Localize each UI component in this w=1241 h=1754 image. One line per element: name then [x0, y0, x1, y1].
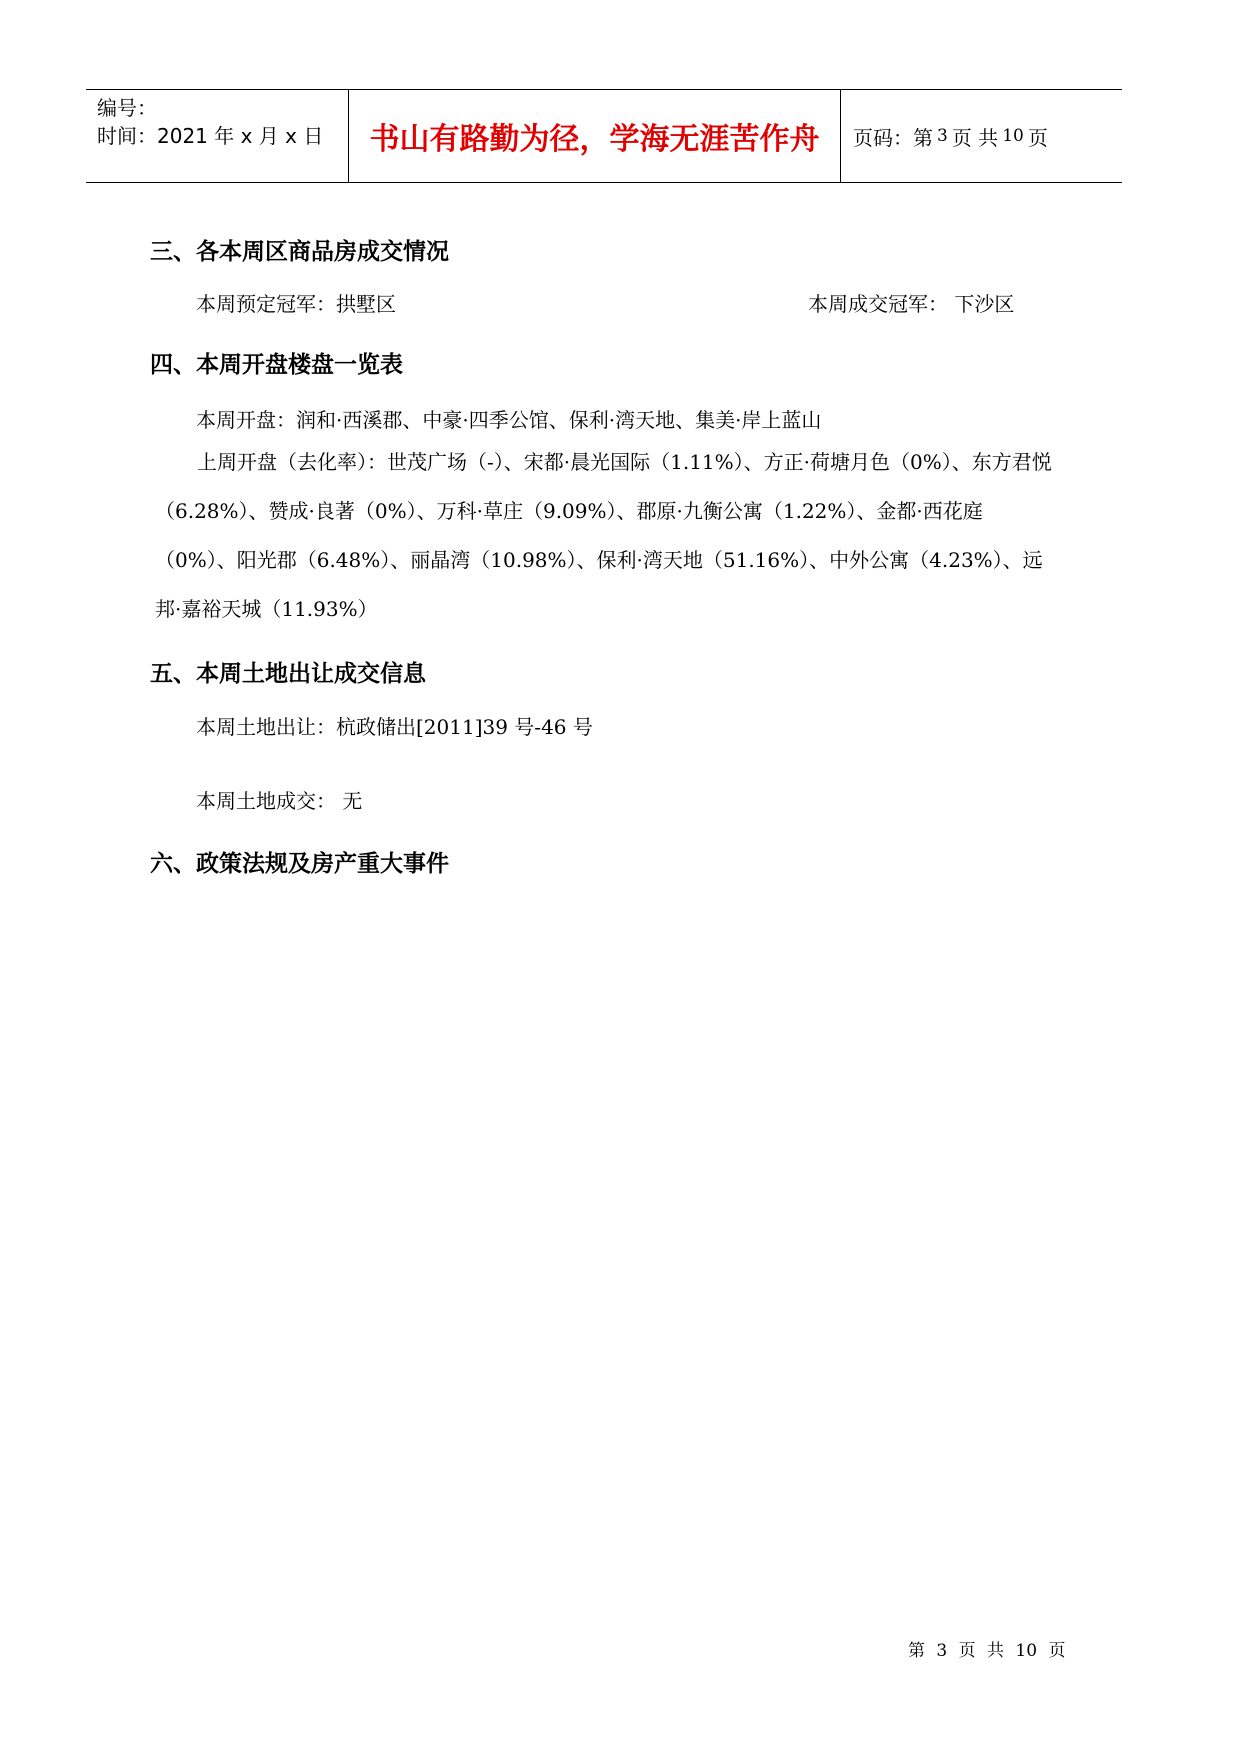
section-4-heading: 四、本周开盘楼盘一览表	[150, 352, 403, 378]
section-6-heading: 六、政策法规及房产重大事件	[150, 851, 449, 877]
page-current: 3	[937, 126, 948, 146]
page-suffix: 页	[1027, 125, 1048, 150]
doc-number-label: 编号：	[97, 96, 157, 120]
page-footer: 第 3 页 共 10 页	[908, 1641, 1066, 1661]
section-5-heading: 五、本周土地出让成交信息	[150, 661, 426, 687]
page-mid: 页 共	[951, 125, 999, 150]
land-transfer: 本周土地出让：杭政储出[2011]39 号-46 号	[196, 715, 593, 739]
page-header	[86, 89, 1122, 183]
page-total: 10	[1002, 126, 1024, 146]
last-week-openings-text: 上周开盘（去化率）：世茂广场（-）、宋都·晨光国际（1.11%）、方正·荷塘月色（0%）、东方君悦（6.28%）、赞成·良著（0%）、万科·草庄（9.09%）、郡原·九衡公寓（1.22%）、金都·西花庭（0%）、阳光郡（6.48%）、丽晶湾（10.98%）、保利·湾天地（51.16%）、中外公寓（4.23%）、远邦·嘉裕天城（11.93%）	[155, 450, 1052, 621]
land-deal: 本周土地成交： 无	[196, 789, 363, 813]
page-prefix: 页码：第	[853, 125, 933, 150]
doc-time-label: 时间：2021 年 x 月 x 日	[97, 124, 324, 148]
header-motto: 书山有路勤为径，学海无涯苦作舟	[349, 90, 841, 182]
last-week-openings	[155, 438, 1055, 634]
weekly-deal-champion: 本周成交冠军： 下沙区	[808, 292, 1015, 316]
weekly-reserve-champion: 本周预定冠军：拱墅区	[196, 292, 396, 316]
header-page-info	[841, 90, 1122, 182]
section-3-heading: 三、各本周区商品房成交情况	[150, 239, 449, 265]
this-week-openings: 本周开盘：润和·西溪郡、中豪·四季公馆、保利·湾天地、集美·岸上蓝山	[196, 408, 822, 432]
header-meta	[86, 90, 349, 182]
